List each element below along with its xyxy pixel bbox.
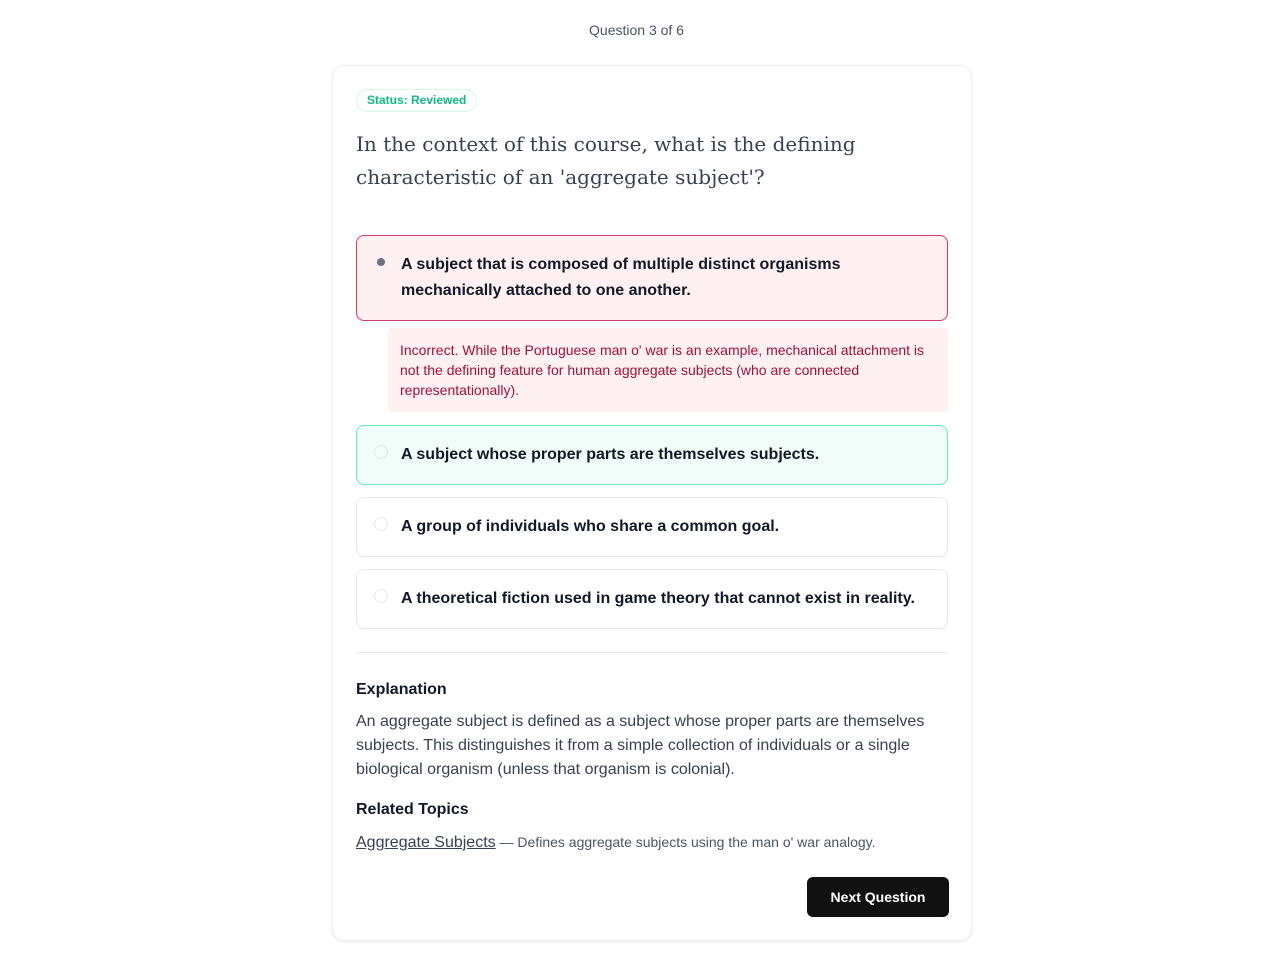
answer-option-1[interactable] (356, 235, 948, 321)
section-divider (356, 652, 948, 653)
answer-option-3[interactable] (356, 497, 948, 557)
question-progress: Question 3 of 6 (589, 22, 684, 38)
answer-option-label: A subject whose proper parts are themselves subjects. (401, 446, 820, 463)
related-topics-heading: Related Topics (356, 801, 469, 818)
next-question-button[interactable]: Next Question (807, 877, 949, 917)
related-topic-description: — Defines aggregate subjects using the man o' war analogy. (499, 834, 876, 850)
status-badge: Status: Reviewed (356, 89, 477, 112)
answer-option-4[interactable] (356, 569, 948, 629)
radio-icon[interactable] (374, 445, 388, 459)
radio-icon[interactable] (374, 517, 388, 531)
question-text: In the context of this course, what is the defining characteristic of an 'aggregate subject'? (356, 132, 856, 189)
incorrect-feedback: Incorrect. While the Portuguese man o' war is an example, mechanical attachment is not the defining feature for human aggregate subjects (who are connected representationally). (388, 328, 948, 412)
related-topic-item (356, 830, 948, 855)
answer-option-label: A theoretical fiction used in game theory that cannot exist in reality. (401, 590, 915, 607)
radio-selected-icon[interactable] (374, 255, 388, 269)
answer-option-label: A subject that is composed of multiple distinct organisms mechanically attached to one another. (401, 256, 841, 299)
radio-icon[interactable] (374, 589, 388, 603)
explanation-text: An aggregate subject is defined as a subject whose proper parts are themselves subjects. This distinguishes it from a simple collection of individuals or a single biological organism (unless that organism is colonial). (356, 713, 925, 778)
quiz-card (332, 65, 972, 941)
related-topic-link[interactable]: Aggregate Subjects (356, 834, 496, 851)
answer-option-label: A group of individuals who share a common goal. (401, 518, 780, 535)
explanation-heading: Explanation (356, 681, 447, 698)
answer-option-2[interactable] (356, 425, 948, 485)
